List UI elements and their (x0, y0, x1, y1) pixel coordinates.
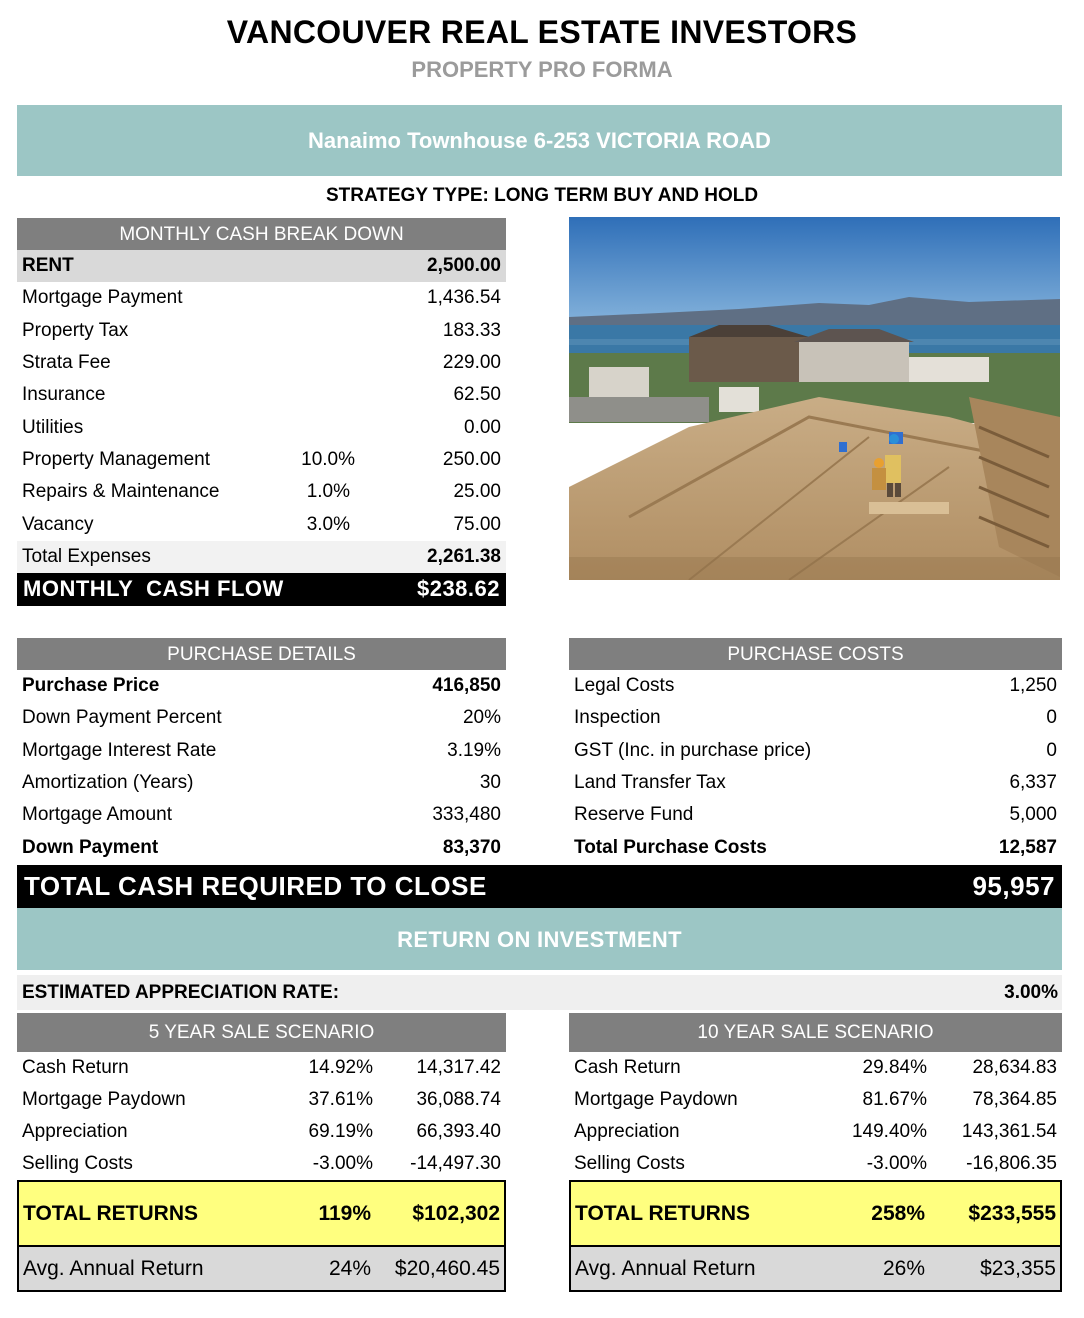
table-row: Legal Costs 1,250 (574, 675, 1057, 697)
table-row: Selling Costs -3.00% -14,497.30 (22, 1153, 501, 1174)
ten-year-total-returns: TOTAL RETURNS 258% $233,555 (569, 1180, 1062, 1247)
table-row: Total Expenses 2,261.38 (17, 541, 506, 573)
five-year-heading: 5 YEAR SALE SCENARIO (17, 1013, 506, 1052)
table-row: Vacancy 3.0% 75.00 (22, 513, 501, 535)
table-row: Amortization (Years) 30 (22, 772, 501, 794)
five-year-avg-annual-return: Avg. Annual Return 24% $20,460.45 (17, 1247, 506, 1292)
page-title: VANCOUVER REAL ESTATE INVESTORS (226, 14, 858, 50)
table-row: Property Management 10.0% 250.00 (22, 448, 501, 470)
table-row: Total Purchase Costs 12,587 (574, 836, 1057, 858)
ten-year-heading: 10 YEAR SALE SCENARIO (569, 1013, 1062, 1052)
table-row: Mortgage Amount 333,480 (22, 804, 501, 826)
table-row: Inspection 0 (574, 707, 1057, 729)
table-row: Mortgage Interest Rate 3.19% (22, 739, 501, 761)
table-row: Cash Return 29.84% 28,634.83 (574, 1057, 1057, 1078)
table-row: Property Tax 183.33 (22, 319, 501, 341)
table-row: Mortgage Payment 1,436.54 (22, 287, 501, 309)
table-row: Strata Fee 229.00 (22, 352, 501, 374)
monthly-rows (17, 250, 506, 573)
table-row: RENT 2,500.00 (17, 250, 506, 282)
table-row: Mortgage Paydown 37.61% 36,088.74 (22, 1089, 501, 1110)
monthly-cash-heading: MONTHLY CASH BREAK DOWN (17, 218, 506, 250)
appreciation-rate-row: ESTIMATED APPRECIATION RATE: 3.00% (17, 975, 1062, 1010)
construction-site-icon (569, 217, 1060, 580)
total-cash-to-close: TOTAL CASH REQUIRED TO CLOSE 95,957 (17, 865, 1062, 908)
table-row: Appreciation 149.40% 143,361.54 (574, 1121, 1057, 1142)
strategy-type: STRATEGY TYPE: LONG TERM BUY AND HOLD (325, 185, 759, 206)
roi-banner: RETURN ON INVESTMENT (17, 908, 1062, 970)
table-row: Reserve Fund 5,000 (574, 804, 1057, 826)
monthly-cash-panel (17, 218, 506, 606)
table-row: Repairs & Maintenance 1.0% 25.00 (22, 481, 501, 503)
purchase-costs-panel (569, 638, 1062, 864)
construction-site-photo (569, 217, 1060, 580)
property-banner: Nanaimo Townhouse 6-253 VICTORIA ROAD (17, 105, 1062, 176)
purchase-details-panel (17, 638, 506, 864)
table-row: Utilities 0.00 (22, 416, 501, 438)
page-subtitle: PROPERTY PRO FORMA (411, 57, 673, 82)
five-year-total-returns: TOTAL RETURNS 119% $102,302 (17, 1180, 506, 1247)
table-row: GST (Inc. in purchase price) 0 (574, 739, 1057, 761)
table-row: Purchase Price 416,850 (22, 675, 501, 697)
purchase-details-heading: PURCHASE DETAILS (17, 638, 506, 670)
table-row: Selling Costs -3.00% -16,806.35 (574, 1153, 1057, 1174)
table-row: Land Transfer Tax 6,337 (574, 772, 1057, 794)
table-row: Mortgage Paydown 81.67% 78,364.85 (574, 1089, 1057, 1110)
purchase-costs-heading: PURCHASE COSTS (569, 638, 1062, 670)
monthly-cash-flow: MONTHLY CASH FLOW $238.62 (17, 573, 506, 606)
table-row: Appreciation 69.19% 66,393.40 (22, 1121, 501, 1142)
table-row: Insurance 62.50 (22, 384, 501, 406)
table-row: Down Payment 83,370 (22, 836, 501, 858)
ten-year-avg-annual-return: Avg. Annual Return 26% $23,355 (569, 1247, 1062, 1292)
five-year-scenario-panel (17, 1013, 506, 1292)
table-row: Down Payment Percent 20% (22, 707, 501, 729)
ten-year-scenario-panel (569, 1013, 1062, 1292)
table-row: Cash Return 14.92% 14,317.42 (22, 1057, 501, 1078)
